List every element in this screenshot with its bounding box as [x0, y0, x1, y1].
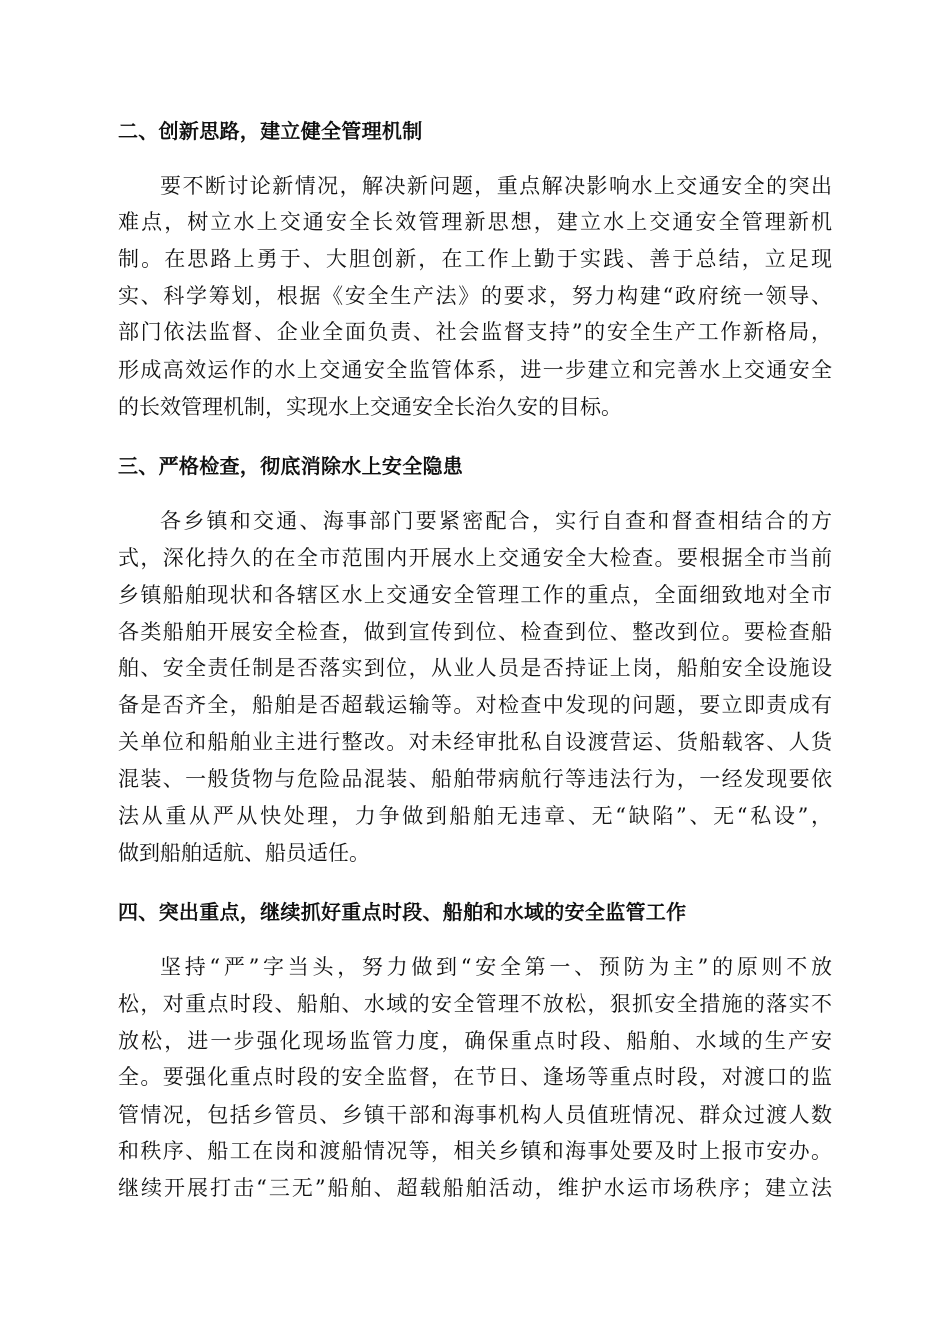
- paragraph-line: 形成高效运作的水上交通安全监管体系，进一步建立和完善水上交通安全: [118, 358, 832, 382]
- paragraph-line: 松，对重点时段、船舶、水域的安全管理不放松，狠抓安全措施的落实不: [118, 992, 832, 1016]
- paragraph-line: 各乡镇和交通、海事部门要紧密配合，实行自查和督查相结合的方: [160, 509, 832, 533]
- paragraph-line: 全。要强化重点时段的安全监督，在节日、逢场等重点时段，对渡口的监: [118, 1065, 832, 1089]
- paragraph-line: 部门依法监督、企业全面负责、社会监督支持”的安全生产工作新格局，: [118, 320, 832, 344]
- paragraph-line: 制。在思路上勇于、大胆创新，在工作上勤于实践、善于总结，立足现: [118, 247, 832, 271]
- section-heading: 二、创新思路，建立健全管理机制: [118, 119, 423, 143]
- paragraph-line: 备是否齐全，船舶是否超载运输等。对检查中发现的问题，要立即责成有: [118, 693, 832, 717]
- paragraph-line: 舶、安全责任制是否落实到位，从业人员是否持证上岗，船舶安全设施设: [118, 656, 832, 680]
- paragraph-line: 难点，树立水上交通安全长效管理新思想，建立水上交通安全管理新机: [118, 210, 832, 234]
- paragraph-line: 要不断讨论新情况，解决新问题，重点解决影响水上交通安全的突出: [160, 174, 832, 198]
- section-heading: 三、严格检查，彻底消除水上安全隐患: [118, 454, 464, 478]
- paragraph-line: 乡镇船舶现状和各辖区水上交通安全管理工作的重点，全面细致地对全市: [118, 583, 832, 607]
- paragraph-line: 继续开展打击“三无”船舶、超载船舶活动，维护水运市场秩序；建立法: [118, 1176, 832, 1200]
- paragraph-line: 各类船舶开展安全检查，做到宣传到位、检查到位、整改到位。要检查船: [118, 620, 832, 644]
- paragraph-line: 法从重从严从快处理，力争做到船舶无违章、无“缺陷”、无“私设”，: [118, 804, 832, 828]
- paragraph-line: 实、科学筹划，根据《安全生产法》的要求，努力构建“政府统一领导、: [118, 284, 832, 308]
- paragraph-line: 做到船舶适航、船员适任。: [118, 841, 370, 865]
- paragraph-line: 坚持“严”字当头，努力做到“安全第一、预防为主”的原则不放: [160, 955, 832, 979]
- paragraph-line: 管情况，包括乡管员、乡镇干部和海事机构人员值班情况、群众过渡人数: [118, 1103, 832, 1127]
- paragraph-line: 的长效管理机制，实现水上交通安全长治久安的目标。: [118, 395, 622, 419]
- paragraph-line: 和秩序、船工在岗和渡船情况等，相关乡镇和海事处要及时上报市安办。: [118, 1139, 832, 1163]
- paragraph-line: 混装、一般货物与危险品混装、船舶带病航行等违法行为，一经发现要依: [118, 767, 832, 791]
- paragraph-line: 关单位和船舶业主进行整改。对未经审批私自设渡营运、货船载客、人货: [118, 730, 832, 754]
- paragraph-line: 式，深化持久的在全市范围内开展水上交通安全大检查。要根据全市当前: [118, 546, 832, 570]
- paragraph-line: 放松，进一步强化现场监管力度，确保重点时段、船舶、水域的生产安: [118, 1029, 832, 1053]
- section-heading: 四、突出重点，继续抓好重点时段、船舶和水域的安全监管工作: [118, 900, 687, 924]
